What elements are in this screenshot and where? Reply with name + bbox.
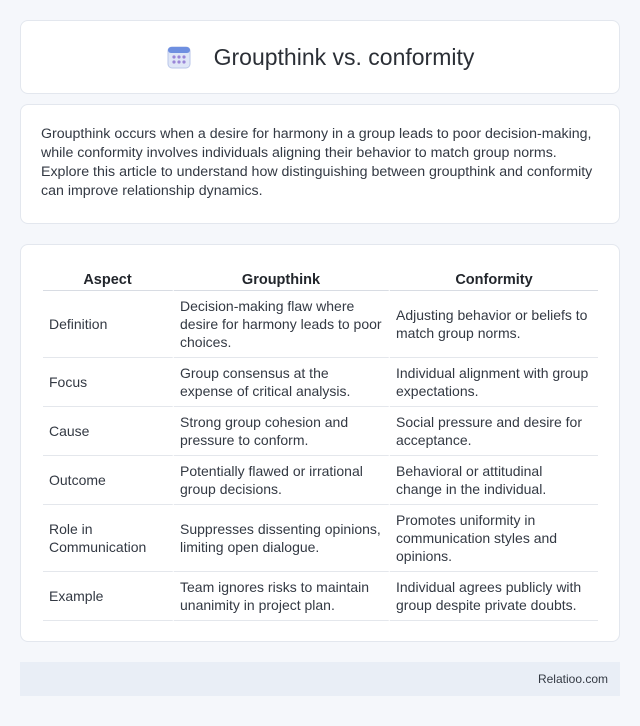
table-header-row [43,265,598,291]
table-row [43,291,598,358]
row-aspect: Role in Communication [43,505,174,572]
footer-site: Relatioo.com [537,672,608,686]
table-row [43,505,598,572]
row-groupthink: Strong group cohesion and pressure to conform. [174,407,390,456]
row-groupthink: Potentially flawed or irrational group decisions. [174,456,390,505]
intro-card [20,104,620,224]
row-conformity: Individual alignment with group expectations. [390,358,598,407]
row-aspect: Outcome [43,456,174,505]
row-aspect: Cause [43,407,174,456]
header-groupthink: Groupthink [174,265,390,291]
row-aspect: Example [43,572,174,621]
row-aspect: Focus [43,358,174,407]
calendar-grid-icon [166,44,192,70]
row-groupthink: Team ignores risks to maintain unanimity in project plan. [174,572,390,621]
intro-paragraph: Groupthink occurs when a desire for harmony in a group leads to poor decision-making, while conformity involves individuals aligning their behavior to match group norms. Explore this article to understand how distinguishing between groupthink and conformity can improve relationship dynamics. [41,126,593,199]
title-wrap [166,44,475,71]
row-conformity: Adjusting behavior or beliefs to match group norms. [390,291,598,358]
header-card [20,20,620,94]
table-row [43,358,598,407]
row-conformity: Behavioral or attitudinal change in the individual. [390,456,598,505]
row-conformity: Promotes uniformity in communication styles and opinions. [390,505,598,572]
comparison-table [43,265,598,621]
row-conformity: Social pressure and desire for acceptance. [390,407,598,456]
row-groupthink: Suppresses dissenting opinions, limiting open dialogue. [174,505,390,572]
page-title: Groupthink vs. conformity [213,43,475,70]
comparison-card [20,244,620,642]
footer [20,662,620,696]
row-groupthink: Decision-making flaw where desire for harmony leads to poor choices. [174,291,390,358]
row-groupthink: Group consensus at the expense of critical analysis. [174,358,390,407]
row-conformity: Individual agrees publicly with group despite private doubts. [390,572,598,621]
table-row [43,572,598,621]
row-aspect: Definition [43,291,174,358]
table-row [43,407,598,456]
header-conformity: Conformity [390,265,598,291]
table-row [43,456,598,505]
header-aspect: Aspect [43,265,174,291]
